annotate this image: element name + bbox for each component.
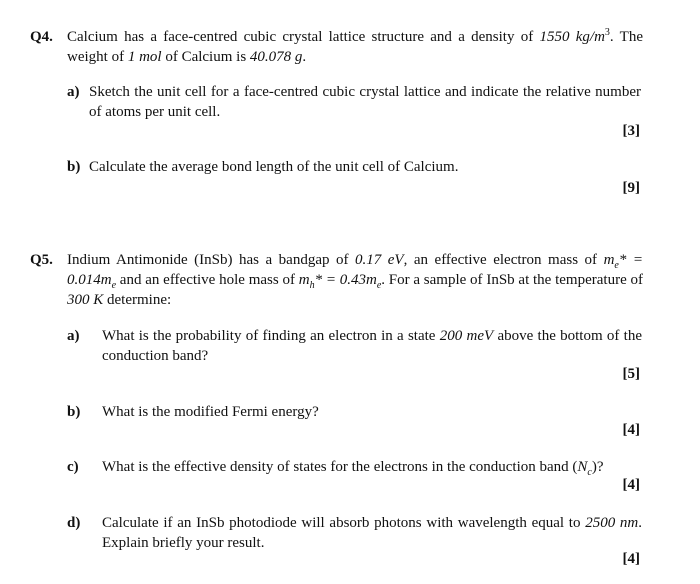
q5d-label: d): [67, 515, 81, 531]
q5a-text: What is the probability of finding an electron in a state 200 meV above the bottom of the conduction band?: [102, 328, 642, 364]
q5b-label: b): [67, 404, 81, 420]
q5c-marks: [4]: [622, 477, 640, 493]
q4-block: [0, 0, 700, 200]
q5a-label: a): [67, 328, 80, 344]
q5d-marks: [4]: [622, 551, 640, 567]
q5c-text: What is the effective density of states for the electrons in the conduction band $(N_c)$?: [102, 459, 604, 478]
q5d-text: Calculate if an InSb photodiode will absorb photons with wavelength equal to 2500 nm. Explain briefly your result.: [102, 515, 643, 551]
q5b-text: What is the modified Fermi energy?: [102, 404, 319, 420]
q5c-label: c): [67, 459, 79, 475]
q5a-marks: [5]: [622, 366, 640, 382]
q5b-marks: [4]: [622, 422, 640, 438]
q4a-marks: [3]: [622, 123, 640, 139]
q5-intro: Indium Antimonide (InSb) has a bandgap of 0.17 eV, an effective electron mass of $m_e* = 0.014m_e$ and an effective hole mass of $m_h* = 0.43m_e$. For a sample of InSb at the temperature of 300 K determine:: [67, 252, 643, 308]
q4-number: Q4.: [30, 29, 53, 45]
q4a-text: Sketch the unit cell for a face-centred cubic crystal lattice and indicate the relative number of atoms per unit cell.: [89, 84, 641, 120]
q4b-marks: [9]: [622, 180, 640, 196]
q5-number: Q5.: [30, 252, 53, 268]
q4a-label: a): [67, 84, 80, 100]
q4-intro: Calcium has a face-centred cubic crystal lattice structure and a density of 1550 $kg/m^3$. The weight of 1 mol of Calcium is 40.078 g.: [67, 27, 643, 65]
q4b-text: Calculate the average bond length of the unit cell of Calcium.: [89, 159, 459, 175]
q4b-label: b): [67, 159, 81, 175]
